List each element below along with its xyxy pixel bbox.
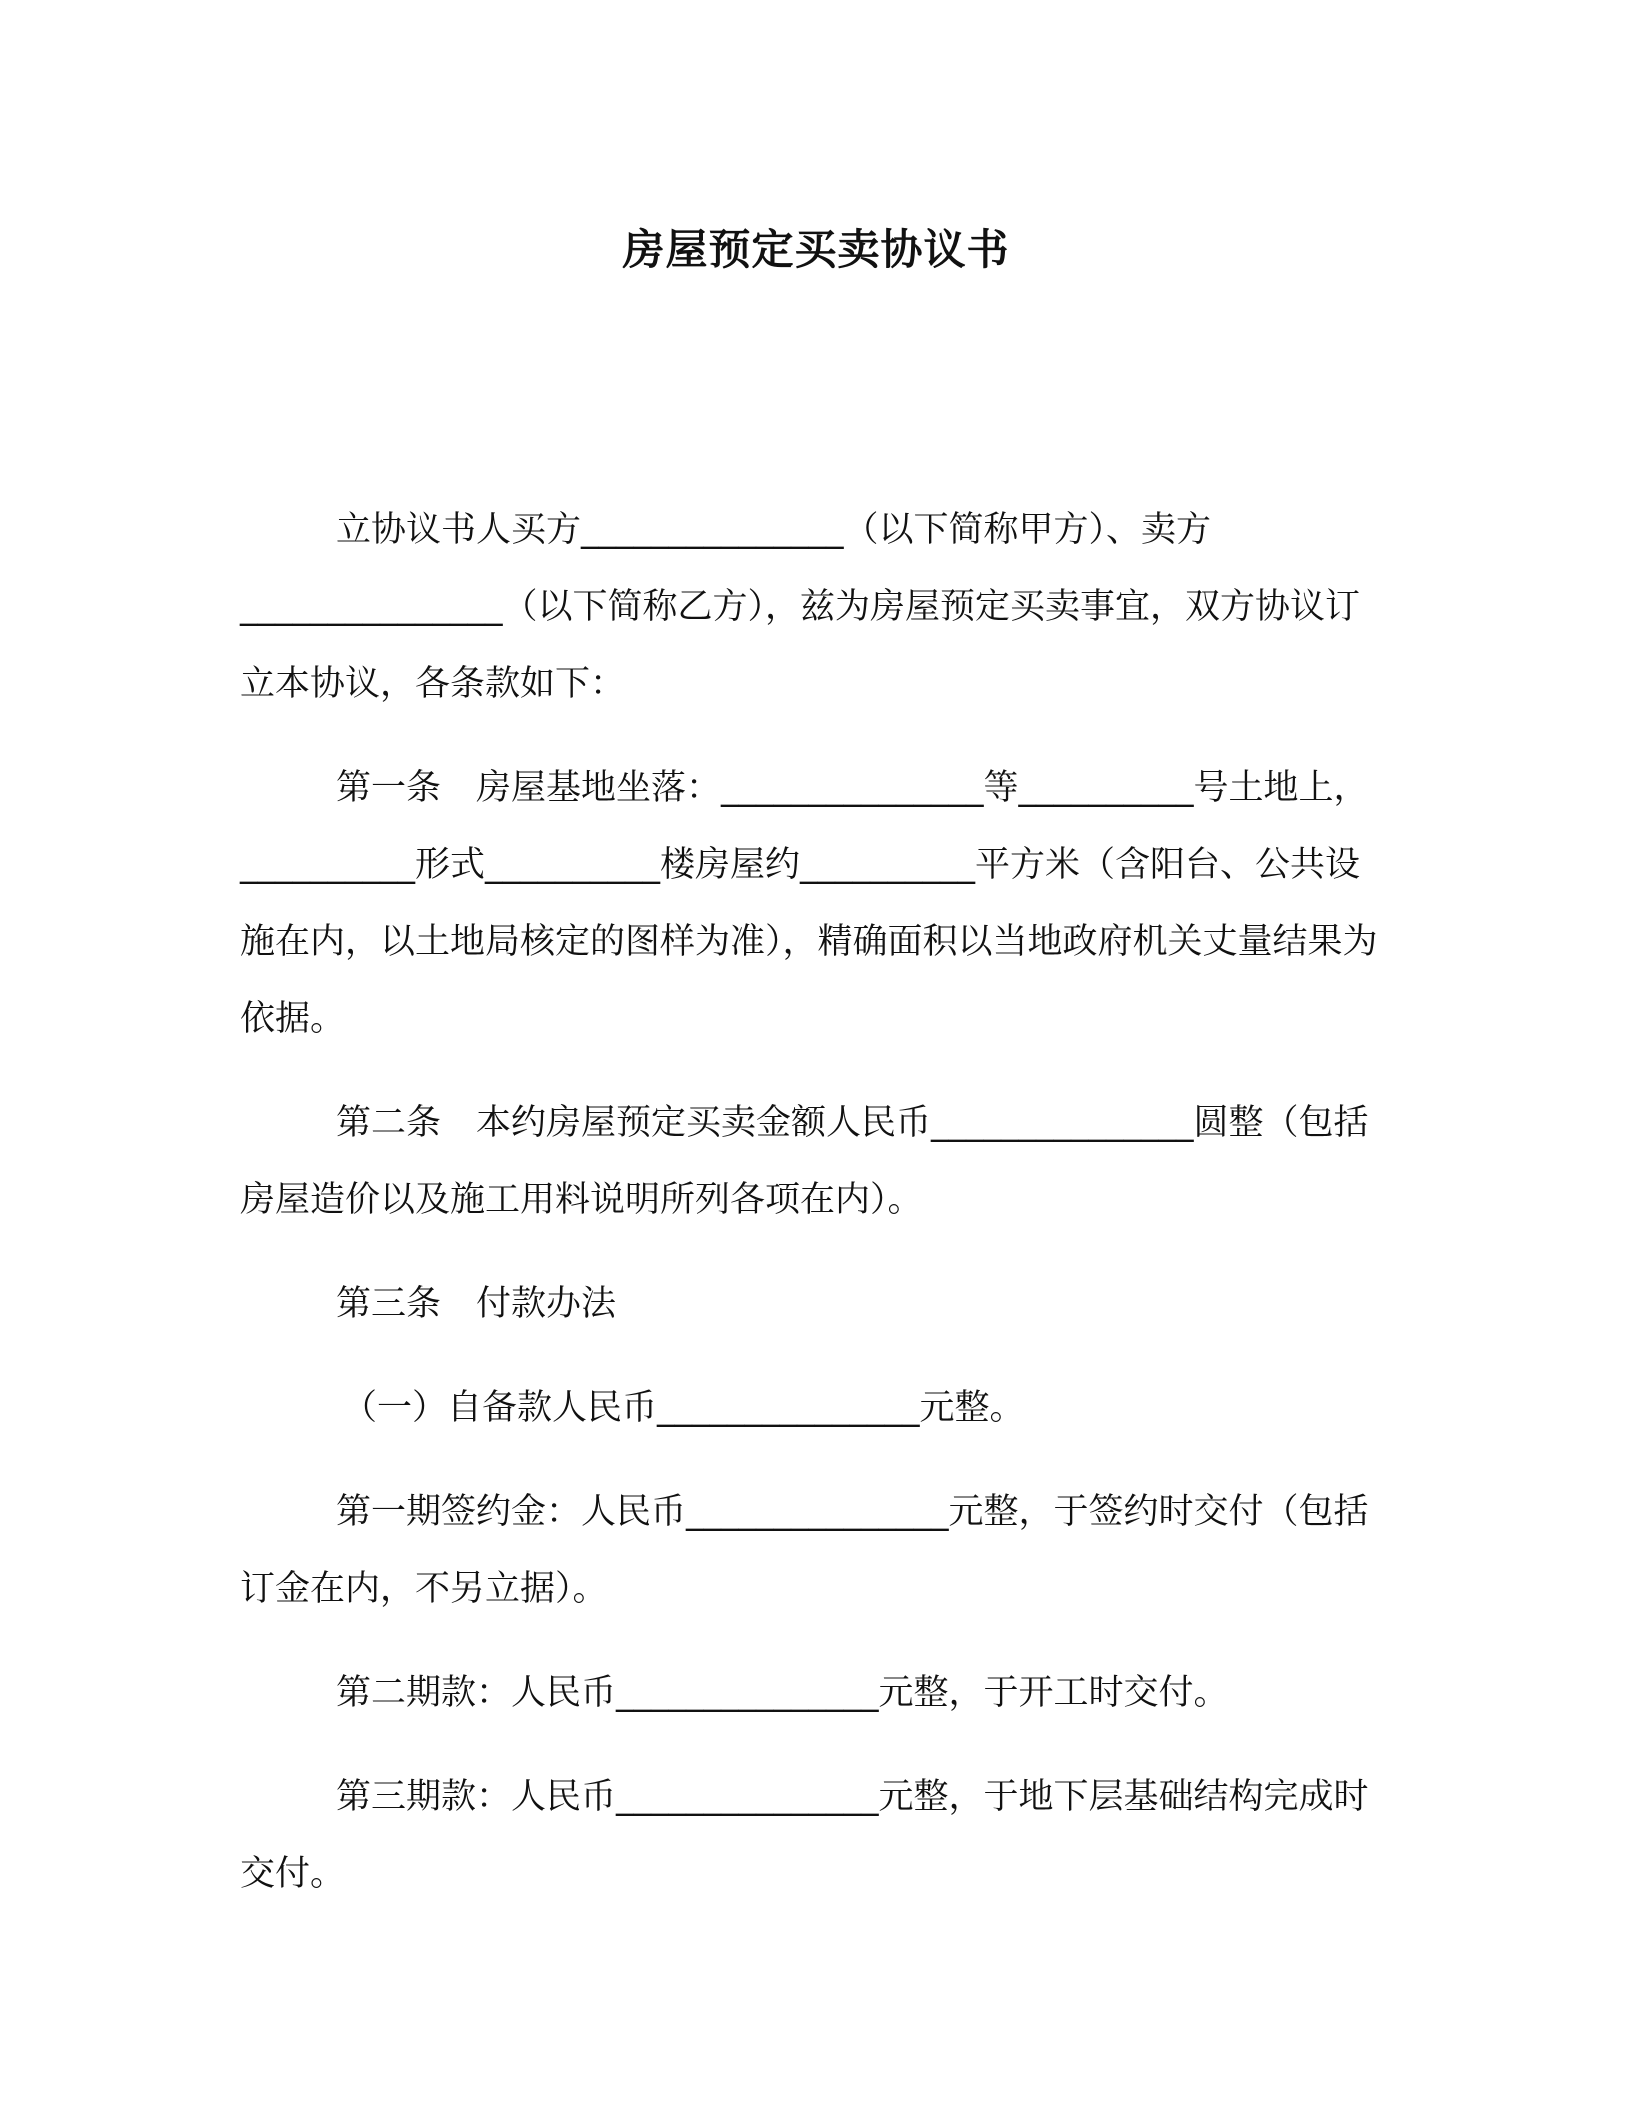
document-title: 房屋预定买卖协议书	[622, 225, 1010, 274]
preamble-paragraph: 立协议书人买方_______________（以下简称甲方）、卖方_______________（以下简称乙方），兹为房屋预定买卖事宜，双方协议订立本协议，各条款如下：	[240, 510, 1361, 704]
payment-phase-1: 第一期签约金：人民币_______________元整，于签约时交付（包括订金在内，不另立据）。	[240, 1492, 1369, 1609]
article-3-heading: 第三条 付款办法	[336, 1284, 617, 1324]
article-2-paragraph: 第二条 本约房屋预定买卖金额人民币_______________圆整（包括房屋造价以及施工用料说明所列各项在内）。	[240, 1103, 1369, 1220]
payment-phase-2: 第二期款：人民币_______________元整，于开工时交付。	[336, 1673, 1229, 1713]
article-3-item-1: （一）自备款人民币_______________元整。	[342, 1388, 1025, 1428]
document-body	[240, 492, 1392, 1940]
article-1-paragraph: 第一条 房屋基地坐落：_______________等__________号土地上，__________形式__________楼房屋约__________平方米（含阳台、公共设施在内，以土地局核定的图样为准），精确面积以当地政府机关丈量结果为依据。	[240, 768, 1378, 1039]
payment-phase-3: 第三期款：人民币_______________元整，于地下层基础结构完成时交付。	[240, 1777, 1369, 1894]
